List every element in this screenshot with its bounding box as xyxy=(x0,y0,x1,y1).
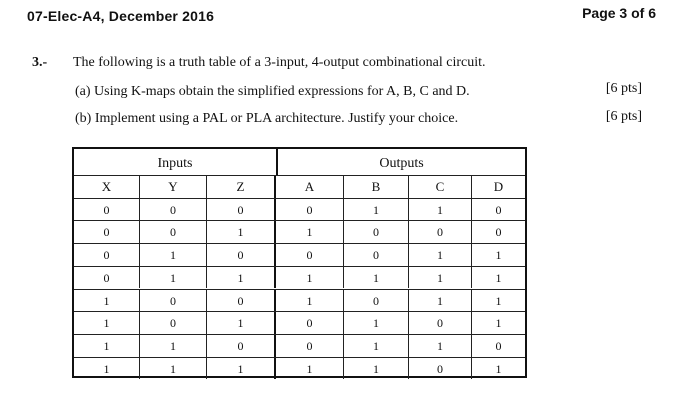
table-cell: 0 xyxy=(140,199,207,221)
question-part-a: (a) Using K-maps obtain the simplified expressions for A, B, C and D. xyxy=(75,84,470,99)
table-cell: 0 xyxy=(207,335,276,357)
table-cell: 1 xyxy=(74,358,140,380)
table-cell: 0 xyxy=(74,244,140,266)
table-cell: 1 xyxy=(344,312,409,334)
table-cell: 0 xyxy=(344,290,409,312)
table-cell: 0 xyxy=(140,312,207,334)
table-cell: 1 xyxy=(344,199,409,221)
table-cell: 0 xyxy=(276,199,344,221)
table-cell: 1 xyxy=(409,290,472,312)
table-cell: 1 xyxy=(276,358,344,380)
table-cell: 0 xyxy=(276,244,344,266)
table-row xyxy=(74,311,525,334)
column-header: X xyxy=(74,176,140,198)
table-cell: 1 xyxy=(74,290,140,312)
table-cell: 1 xyxy=(207,267,276,289)
table-cell: 0 xyxy=(409,358,472,380)
column-header-row xyxy=(74,175,525,198)
truth-table xyxy=(72,147,527,378)
table-cell: 1 xyxy=(409,199,472,221)
table-row xyxy=(74,198,525,221)
column-header: C xyxy=(409,176,472,198)
table-cell: 1 xyxy=(207,358,276,380)
table-row xyxy=(74,266,525,289)
question-intro: The following is a truth table of a 3-input, 4-output combinational circuit. xyxy=(73,55,486,70)
table-row xyxy=(74,220,525,243)
inputs-group-header: Inputs xyxy=(157,156,193,171)
column-header: B xyxy=(344,176,409,198)
table-cell: 1 xyxy=(276,290,344,312)
table-cell: 0 xyxy=(74,221,140,243)
table-cell: 0 xyxy=(344,221,409,243)
table-cell: 1 xyxy=(276,221,344,243)
document-header-course: 07-Elec-A4, December 2016 xyxy=(27,8,215,24)
question-part-b: (b) Implement using a PAL or PLA architecture. Justify your choice. xyxy=(75,111,459,126)
question-number: 3.- xyxy=(32,55,48,70)
table-cell: 0 xyxy=(409,312,472,334)
table-cell: 1 xyxy=(495,248,502,263)
table-row xyxy=(74,357,525,380)
table-cell: 1 xyxy=(207,312,276,334)
table-cell: 0 xyxy=(495,202,502,217)
table-cell: 0 xyxy=(207,199,276,221)
table-cell: 0 xyxy=(495,338,502,353)
table-cell: 1 xyxy=(207,221,276,243)
column-header: A xyxy=(276,176,344,198)
table-cell: 0 xyxy=(276,335,344,357)
column-header: Y xyxy=(140,176,207,198)
table-row xyxy=(74,334,525,357)
table-cell: 1 xyxy=(495,270,502,285)
table-cell: 1 xyxy=(495,316,502,331)
table-cell: 1 xyxy=(495,293,502,308)
table-cell: 0 xyxy=(207,244,276,266)
table-cell: 1 xyxy=(276,267,344,289)
table-cell: 1 xyxy=(409,335,472,357)
table-cell: 1 xyxy=(344,358,409,380)
table-cell: 1 xyxy=(140,335,207,357)
outputs-group-header: Outputs xyxy=(379,156,424,171)
table-row xyxy=(74,289,525,312)
column-header: D xyxy=(493,179,504,194)
table-cell: 0 xyxy=(74,199,140,221)
page-number: Page 3 of 6 xyxy=(582,5,656,21)
table-cell: 0 xyxy=(74,267,140,289)
table-cell: 1 xyxy=(140,267,207,289)
table-cell: 1 xyxy=(140,244,207,266)
table-cell: 0 xyxy=(140,221,207,243)
table-cell: 0 xyxy=(140,290,207,312)
table-row xyxy=(74,243,525,266)
table-cell: 1 xyxy=(495,361,502,376)
table-cell: 0 xyxy=(344,244,409,266)
column-header: Z xyxy=(207,176,276,198)
table-cell: 1 xyxy=(140,358,207,380)
table-cell: 1 xyxy=(74,335,140,357)
question-part-a-points: [6 pts] xyxy=(605,81,642,96)
table-cell: 0 xyxy=(276,312,344,334)
table-cell: 0 xyxy=(409,221,472,243)
question-part-b-points: [6 pts] xyxy=(605,109,642,124)
table-cell: 1 xyxy=(344,267,409,289)
table-cell: 0 xyxy=(207,290,276,312)
table-cell: 1 xyxy=(409,244,472,266)
table-cell: 1 xyxy=(74,312,140,334)
table-cell: 0 xyxy=(495,225,502,240)
table-cell: 1 xyxy=(409,267,472,289)
table-cell: 1 xyxy=(344,335,409,357)
